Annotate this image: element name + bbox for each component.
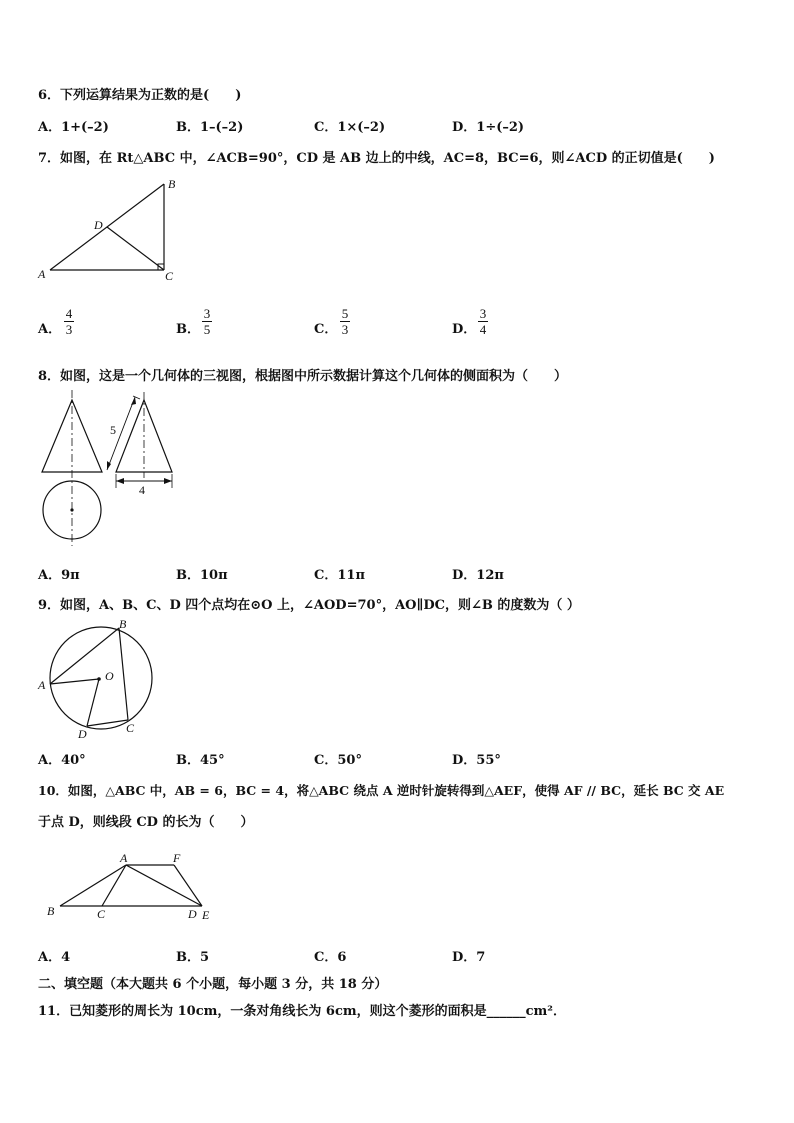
q6-stem: 6．下列运算结果为正数的是( ) xyxy=(38,88,242,103)
q6-option-b: B．1–(–2) xyxy=(176,120,244,135)
q9-option-b: B．45° xyxy=(176,753,225,768)
q6-option-d: D．1÷(–2) xyxy=(452,120,525,135)
q9-option-d: D．55° xyxy=(452,753,501,768)
q7-option-b-fraction xyxy=(202,306,212,337)
q8-option-b: B．10π xyxy=(176,568,228,583)
q11-stem: 11．已知菱形的周长为 10cm，一条对角线长为 6cm，则这个菱形的面积是______cm²． xyxy=(38,1004,566,1019)
q7-option-d-fraction xyxy=(478,306,488,337)
q10-label-b: B xyxy=(47,904,55,918)
q7-label-d: D xyxy=(94,218,103,232)
q7-option-a-fraction xyxy=(64,306,74,337)
q9-circle-figure xyxy=(30,614,170,742)
q10-label-a: A xyxy=(120,851,128,865)
section2-heading: 二、填空题（本大题共 6 个小题，每小题 3 分，共 18 分） xyxy=(38,977,388,992)
q8-three-view-figure xyxy=(30,388,190,550)
q7-option-d-numerator: 3 xyxy=(479,306,487,321)
q10-option-a: A．4 xyxy=(38,950,71,965)
q7-option-b-numerator: 3 xyxy=(203,306,211,321)
q6-option-c: C．1×(–2) xyxy=(314,120,386,135)
q7-option-c-denominator: 3 xyxy=(341,322,349,337)
q10-label-f: F xyxy=(173,851,181,865)
q9-label-c: C xyxy=(126,721,135,735)
q9-label-d: D xyxy=(78,727,87,741)
q7-option-c-numerator: 5 xyxy=(341,306,349,321)
q8-slant-label: 5 xyxy=(110,423,116,437)
q7-option-a-letter: A． xyxy=(38,322,62,337)
q6-option-a: A．1+(–2) xyxy=(38,120,109,135)
q10-option-b: B．5 xyxy=(176,950,210,965)
q8-option-a: A．9π xyxy=(38,568,80,583)
q7-label-c: C xyxy=(165,269,174,283)
q7-label-a: A xyxy=(38,267,46,281)
q10-option-c: C．6 xyxy=(314,950,347,965)
q10-label-d: D xyxy=(188,907,197,921)
q9-label-b: B xyxy=(119,617,127,631)
q8-option-c: C．11π xyxy=(314,568,365,583)
q10-option-d: D．7 xyxy=(452,950,486,965)
q7-triangle-figure xyxy=(30,170,190,290)
q9-stem: 9．如图，A、B、C、D 四个点均在⊙O 上，∠AOD=70°，AO∥DC，则∠B 的度数为（ ） xyxy=(38,598,580,613)
q7-option-d-denominator: 4 xyxy=(479,322,487,337)
q10-label-e: E xyxy=(202,908,210,922)
q8-stem: 8．如图，这是一个几何体的三视图，根据图中所示数据计算这个几何体的侧面积为（ ） xyxy=(38,369,568,384)
q7-option-a-denominator: 3 xyxy=(65,322,73,337)
q7-option-a-numerator: 4 xyxy=(65,306,73,321)
q7-option-b-denominator: 5 xyxy=(203,322,211,337)
q7-option-c-fraction xyxy=(340,306,350,337)
q8-base-label: 4 xyxy=(139,483,145,497)
q7-option-b-letter: B． xyxy=(176,322,200,337)
q9-option-a: A．40° xyxy=(38,753,86,768)
q9-label-o: O xyxy=(105,669,114,683)
q7-stem: 7．如图，在 Rt△ABC 中，∠ACB=90°，CD 是 AB 边上的中线，AC=8，BC=6，则∠ACD 的正切值是( ) xyxy=(38,151,715,166)
q7-option-d-letter: D． xyxy=(452,322,477,337)
q10-stem-line1: 10．如图，△ABC 中，AB = 6，BC = 4，将△ABC 绕点 A 逆时针旋转得到△AEF，使得 AF // BC，延长 BC 交 AE xyxy=(38,783,725,798)
q10-label-c: C xyxy=(97,907,106,921)
q9-label-a: A xyxy=(38,678,46,692)
q10-stem-line2: 于点 D，则线段 CD 的长为（ ） xyxy=(38,815,254,830)
q10-rotation-figure xyxy=(36,848,226,928)
q9-option-c: C．50° xyxy=(314,753,362,768)
q7-option-c-letter: C． xyxy=(314,322,338,337)
q7-label-b: B xyxy=(168,177,176,191)
q8-option-d: D．12π xyxy=(452,568,504,583)
